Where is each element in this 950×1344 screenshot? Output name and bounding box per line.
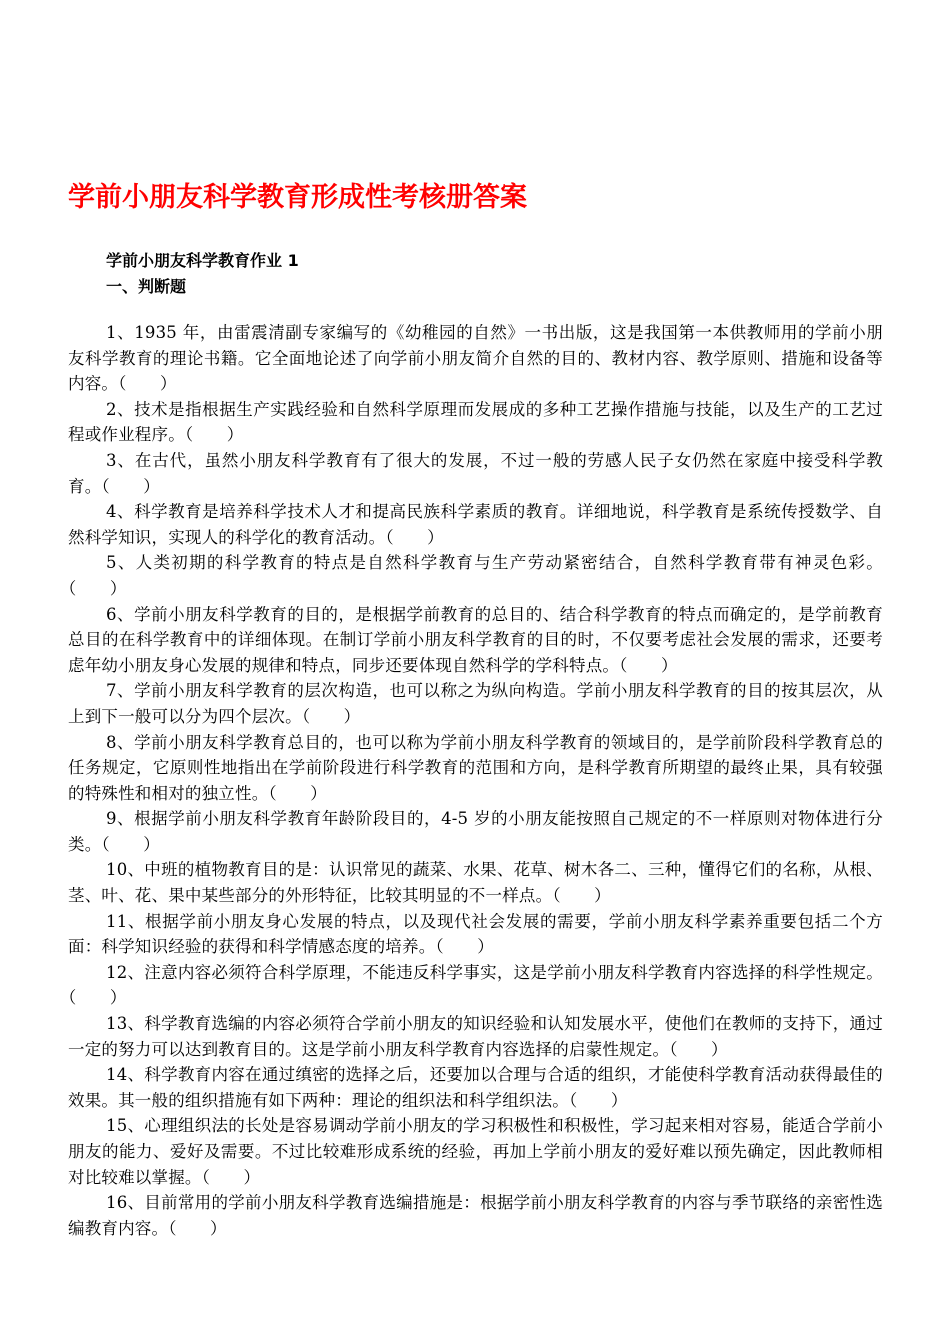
question-item — [68, 960, 883, 1011]
question-number: 4、 — [106, 502, 135, 522]
question-item — [68, 909, 883, 960]
question-number: 5、 — [106, 553, 136, 573]
answer-blank: （ ） — [301, 706, 361, 726]
question-text: 根据学前小朋友身心发展的特点，以及现代社会发展的需要，学前小朋友科学素养重要包括二个方面：科学知识经验的获得和科学情感态度的培养。 — [68, 911, 883, 957]
answer-blank: （ ） — [385, 527, 444, 547]
question-number: 1、 — [106, 323, 135, 342]
answer-blank: （ ） — [68, 578, 127, 598]
question-text: 根据学前小朋友科学教育年龄阶段目的，4-5 岁的小朋友能按照自己规定的不一样原则对物体进行分类。 — [68, 809, 883, 854]
question-item — [68, 678, 883, 729]
question-text: 技术是指根据生产实践经验和自然科学原理而发展成的多种工艺操作措施与技能，以及生产的工艺过程或作业程序。 — [68, 399, 883, 445]
question-text: 人类初期的科学教育的特点是自然科学教育与生产劳动紧密结合，自然科学教育带有神灵色彩。 — [135, 553, 883, 573]
answer-blank: （ ） — [101, 834, 160, 854]
question-text: 目前常用的学前小朋友科学教育选编措施是：根据学前小朋友科学教育的内容与季节联络的亲密性选编教育内容。 — [68, 1193, 883, 1238]
question-item — [68, 857, 883, 908]
answer-blank: （ ） — [435, 937, 494, 957]
question-list — [68, 320, 883, 1241]
answer-blank: （ ） — [168, 1218, 227, 1238]
question-text: 科学教育选编的内容必须符合学前小朋友的知识经验和认知发展水平，使他们在教师的支持下，通过一定的努力可以达到教育目的。这是学前小朋友科学教育内容选择的启蒙性规定。 — [68, 1014, 883, 1059]
answer-blank: （ ） — [552, 886, 611, 906]
question-text: 中班的植物教育目的是：认识常见的蔬菜、水果、花草、树木各二、三种，懂得它们的名称，从根、茎、叶、花、果中某些部分的外形特征，比较其明显的不一样点。 — [68, 860, 883, 906]
question-item — [68, 550, 883, 601]
question-number: 14、 — [106, 1065, 145, 1085]
question-text: 1935 年，由雷震清副专家编写的《幼稚园的自然》一书出版，这是我国第一本供教师用的学前小朋友科学教育的理论书籍。它全面地论述了向学前小朋友简介自然的目的、教材内容、教学原则、措施和设备等内容。 — [68, 323, 884, 394]
answer-blank: （ ） — [201, 1167, 261, 1187]
answer-blank: （ ） — [101, 476, 160, 496]
question-item — [68, 602, 883, 679]
question-item — [68, 1062, 883, 1113]
answer-blank: （ ） — [268, 783, 327, 803]
answer-blank: （ ） — [619, 655, 678, 675]
question-text: 科学教育是培养科学技术人才和提高民族科学素质的教育。详细地说，科学教育是系统传授数学、自然科学知识，实现人的科学化的教育活动。 — [68, 502, 883, 547]
question-number: 7、 — [106, 681, 135, 701]
answer-blank: （ ） — [669, 1039, 728, 1059]
question-number: 11、 — [106, 911, 146, 931]
answer-blank: （ ） — [569, 1090, 628, 1110]
question-number: 9、 — [106, 809, 135, 829]
question-text: 学前小朋友科学教育总目的，也可以称为学前小朋友科学教育的领域目的，是学前阶段科学教育总的任务规定，它原则性地指出在学前阶段进行科学教育的范围和方向，是科学教育所期望的最终止果，具有较强的特殊性和相对的独立性。 — [68, 732, 883, 803]
question-number: 13、 — [106, 1014, 145, 1034]
question-item — [68, 730, 883, 807]
question-text: 学前小朋友科学教育的层次构造，也可以称之为纵向构造。学前小朋友科学教育的目的按其层次，从上到下一般可以分为四个层次。 — [68, 681, 883, 726]
answer-blank: （ ） — [184, 425, 244, 445]
question-number: 2、 — [106, 399, 135, 419]
assignment-title: 学前小朋友科学教育作业 1 — [106, 251, 299, 270]
question-item — [68, 806, 883, 857]
question-item — [68, 1190, 883, 1241]
answer-blank: （ ） — [118, 374, 177, 394]
question-number: 10、 — [106, 860, 145, 880]
question-item — [68, 499, 883, 550]
question-text: 心理组织法的长处是容易调动学前小朋友的学习积极性和积极性，学习起来相对容易，能适合学前小朋友的能力、爱好及需要。不过比较难形成系统的经验，再加上学前小朋友的爱好难以预先确定，因此教师相对比较难以掌握。 — [68, 1116, 883, 1187]
question-number: 12、 — [106, 962, 145, 982]
section-title: 一、判断题 — [106, 277, 187, 296]
question-number: 8、 — [106, 732, 135, 752]
question-item — [68, 397, 883, 448]
question-number: 16、 — [106, 1193, 145, 1213]
question-number: 15、 — [106, 1116, 145, 1136]
document-title: 学前小朋友科学教育形成性考核册答案 — [68, 182, 527, 213]
question-number: 3、 — [106, 450, 135, 470]
question-number: 6、 — [106, 604, 135, 624]
question-text: 学前小朋友科学教育的目的，是根据学前教育的总目的、结合科学教育的特点而确定的，是学前教育总目的在科学教育中的详细体现。在制订学前小朋友科学教育的目的时，不仅要考虑社会发展的需求，还要考虑年幼小朋友身心发展的规律和特点，同步还要体现自然科学的学科特点。 — [68, 604, 883, 675]
question-item — [68, 448, 883, 499]
question-text: 在古代，虽然小朋友科学教育有了很大的发展，不过一般的劳感人民子女仍然在家庭中接受科学教育。 — [68, 450, 883, 496]
question-item — [68, 1011, 883, 1062]
answer-blank: （ ） — [68, 988, 127, 1008]
question-text: 科学教育内容在通过缜密的选择之后，还要加以合理与合适的组织，才能使科学教育活动获得最佳的效果。其一般的组织措施有如下两种：理论的组织法和科学组织法。 — [68, 1065, 883, 1110]
question-text: 注意内容必须符合科学原理，不能违反科学事实，这是学前小朋友科学教育内容选择的科学性规定。 — [144, 962, 883, 982]
question-item — [68, 320, 883, 397]
question-item — [68, 1113, 883, 1190]
